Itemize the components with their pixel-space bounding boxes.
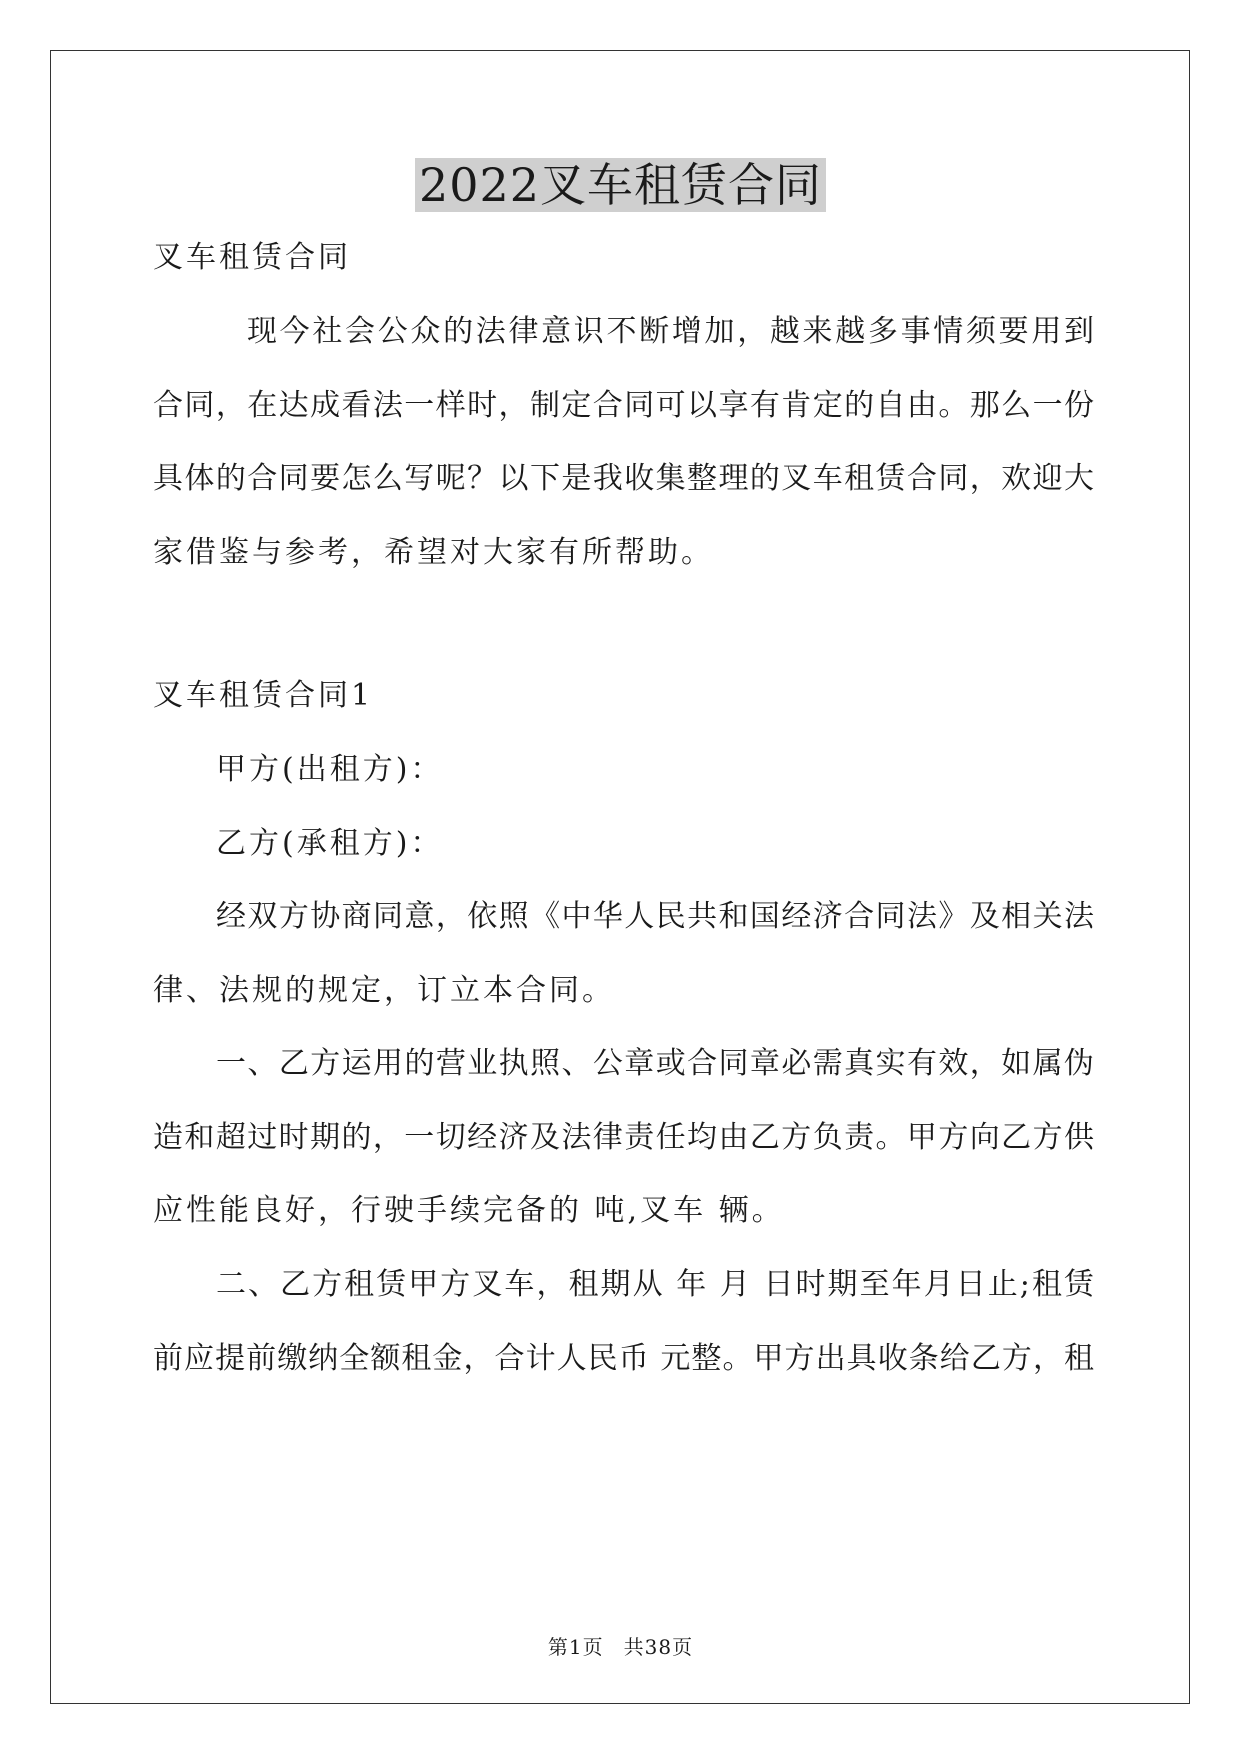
paragraph-line: 经双方协商同意，依照《中华人民共和国经济合同法》及相关法 (216, 899, 1094, 934)
paragraph-line: 律、法规的规定，订立本合同。 (153, 973, 615, 1008)
page-footer (0, 1633, 1241, 1661)
paragraph-line: 前应提前缴纳全额租金，合计人民币 元整。甲方出具收条给乙方，租 (153, 1341, 1094, 1376)
paragraph-line: 合同，在达成看法一样时，制定合同可以享有肯定的自由。那么一份 (153, 388, 1094, 423)
paragraph-line: 具体的合同要怎么写呢？以下是我收集整理的叉车租赁合同，欢迎大 (153, 461, 1094, 496)
paragraph-line: 应性能良好，行驶手续完备的 吨,叉车 辆。 (153, 1193, 785, 1228)
paragraph-line: 造和超过时期的，一切经济及法律责任均由乙方负责。甲方向乙方供 (153, 1120, 1094, 1155)
paragraph-line: 家借鉴与参考，希望对大家有所帮助。 (153, 535, 714, 570)
document-title: 2022叉车租赁合同 (0, 155, 1241, 215)
section-heading: 叉车租赁合同1 (153, 678, 374, 713)
party-b-label: 乙方(承租方)： (216, 826, 444, 861)
paragraph-line: 二、乙方租赁甲方叉车，租期从 年 月 日时期至年月日止;租赁 (216, 1267, 1094, 1302)
page-total: 共38页 (623, 1635, 694, 1659)
paragraph-line: 一、乙方运用的营业执照、公章或合同章必需真实有效，如属伪 (216, 1046, 1094, 1081)
section-heading: 叉车租赁合同 (153, 240, 351, 275)
page-frame (50, 50, 1190, 1704)
paragraph-line: 现今社会公众的法律意识不断增加，越来越多事情须要用到 (247, 314, 1094, 349)
page-number: 第1页 (547, 1635, 604, 1659)
party-a-label: 甲方(出租方)： (216, 752, 444, 787)
